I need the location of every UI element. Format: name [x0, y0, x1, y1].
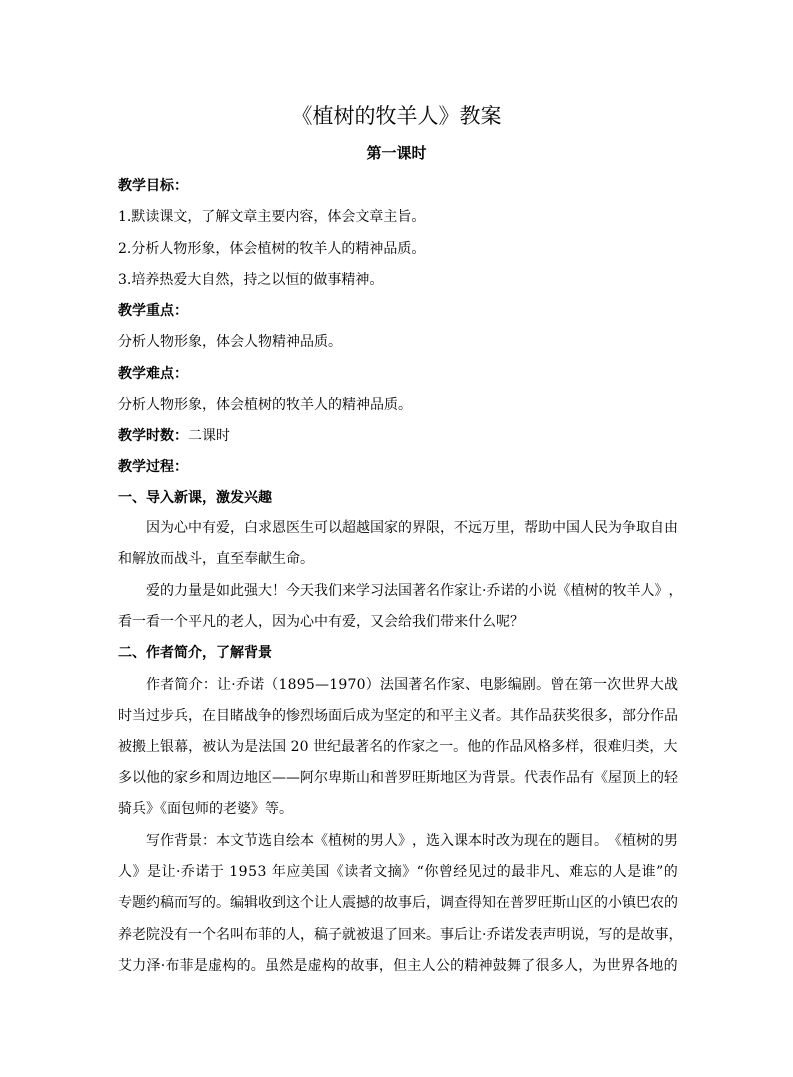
key-points-text: 分析人物形象，体会人物精神品质。: [118, 334, 342, 350]
document-title: 《植树的牧羊人》教案: [291, 104, 502, 128]
paragraph-line: 人 》 是 让 · 乔 诺 于 1 9 5 3 年 应 美 国 《 读 者 文 摘 》 “ 你 曾 经 见 过 的 最 非 凡 、 难 忘 的 人 是 谁 ” 的: [118, 864, 678, 880]
goal-item: 3.培养热爱大自然，持之以恒的做事精神。: [118, 272, 384, 288]
paragraph-line: 养 老 院 没 有 一 个 名 叫 布 菲 的 人 ， 稿 子 就 被 退 了 回 来 。 事 后 让 · 乔 诺 发 表 声 明 说 ， 写 的 是 故 事 ，: [118, 927, 683, 943]
hours-label: 教学时数：: [118, 428, 188, 444]
lesson-subtitle: 第一课时: [366, 144, 427, 162]
goal-item: 2.分析人物形象，体会植树的牧羊人的精神品质。: [118, 241, 426, 257]
paragraph-line: 看一看一个平凡的老人，因为心中有爱，又会给我们带来什么呢？: [118, 614, 524, 630]
section-heading: 二、作者简介，了解背景: [118, 645, 272, 661]
teaching-hours: [118, 426, 230, 446]
goals-heading: 教学目标：: [118, 178, 188, 194]
difficulties-heading: 教学难点：: [118, 366, 188, 382]
paragraph-line: 专 题 约 稿 而 写 的 。 编 辑 收 到 这 个 让 人 震 撼 的 故 事 后 ， 调 查 得 知 在 普 罗 旺 斯 山 区 的 小 镇 巴 农 的: [118, 895, 678, 911]
paragraph-line: 因 为 心 中 有 爱 ， 白 求 恩 医 生 可 以 超 越 国 家 的 界 限 ， 不 远 万 里 ， 帮 助 中 国 人 民 为 争 取 自 由: [146, 520, 678, 536]
paragraph-line: 作 者 简 介 ： 让 · 乔 诺 （ 1 8 9 5 — 1 9 7 0 ） 法 国 著 名 作 家 、 电 影 编 剧 。 曾 在 第 一 次 世 界 大 战: [146, 677, 678, 693]
paragraph-line: 艾 力 泽 · 布 菲 是 虚 构 的 。 虽 然 是 虚 构 的 故 事 ， 但 主 人 公 的 精 神 鼓 舞 了 很 多 人 ， 为 世 界 各 地 的: [118, 958, 678, 974]
paragraph-line: 骑兵》《面包师的老婆》等。: [118, 801, 293, 817]
paragraph-line: 爱 的 力 量 是 如 此 强 大 ！ 今 天 我 们 来 学 习 法 国 著 名 作 家 让 · 乔 诺 的 小 说 《 植 树 的 牧 羊 人 》 ，: [146, 583, 683, 599]
paragraph-line: 时 当 过 步 兵 ， 在 目 睹 战 争 的 惨 烈 场 面 后 成 为 坚 定 的 和 平 主 义 者 。 其 作 品 获 奖 很 多 ， 部 分 作 品: [118, 708, 678, 724]
paragraph-line: 被 搬 上 银 幕 ， 被 认 为 是 法 国 2 0 世 纪 最 著 名 的 作 家 之 一 。 他 的 作 品 风 格 多 样 ， 很 难 归 类 ， 大: [118, 739, 678, 755]
paragraph-line: 多 以 他 的 家 乡 和 周 边 地 区 — — 阿 尔 卑 斯 山 和 普 罗 旺 斯 地 区 为 背 景 。 代 表 作 品 有 《 屋 顶 上 的 轻: [118, 770, 678, 786]
key-points-heading: 教学重点：: [118, 303, 188, 319]
hours-value: 二课时: [188, 428, 230, 444]
process-heading: 教学过程：: [118, 459, 188, 475]
paragraph-line: 和解放而战斗，直至奉献生命。: [118, 551, 314, 567]
paragraph-line: 写 作 背 景 ： 本 文 节 选 自 绘 本 《 植 树 的 男 人 》 ， 选 入 课 本 时 改 为 现 在 的 题 目 。 《 植 树 的 男: [146, 833, 678, 849]
goal-item: 1.默读课文，了解文章主要内容，体会文章主旨。: [118, 209, 426, 225]
difficulties-text: 分析人物形象，体会植树的牧羊人的精神品质。: [118, 397, 412, 413]
section-heading: 一、导入新课，激发兴趣: [118, 490, 272, 506]
